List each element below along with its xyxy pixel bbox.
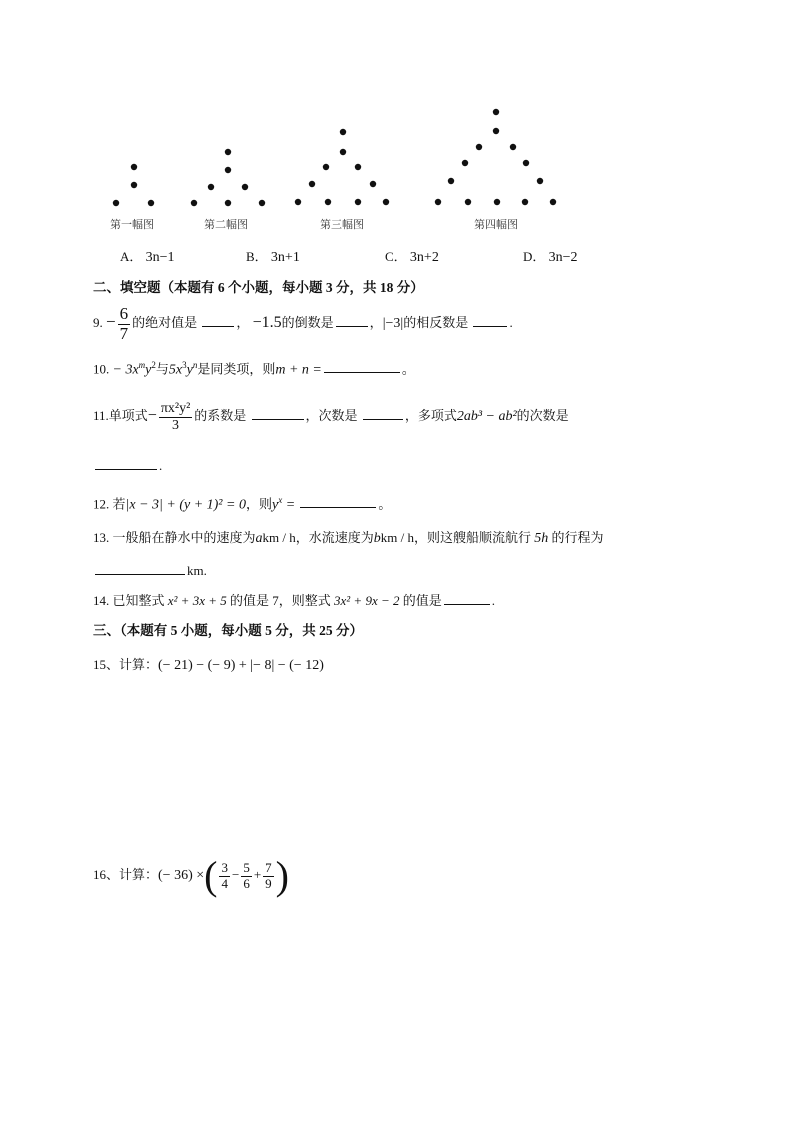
operator: − <box>231 867 240 882</box>
superscript: n <box>192 360 198 370</box>
fraction <box>219 861 230 891</box>
math-abs: |−3| <box>382 316 404 331</box>
math-expr: x² + 3x + 5 <box>167 593 227 608</box>
question-9 <box>93 304 513 343</box>
dot <box>522 199 528 205</box>
dot <box>355 164 361 170</box>
text: . <box>159 458 163 473</box>
dot <box>208 184 214 190</box>
question-16 <box>93 853 289 899</box>
caption-figure-1: 第一幅图 <box>110 219 154 231</box>
question-number: 14. 已知整式 <box>93 593 165 608</box>
dot <box>537 178 543 184</box>
dot <box>131 182 137 188</box>
dot <box>510 144 516 150</box>
dot <box>435 199 441 205</box>
dot <box>462 160 468 166</box>
option-d <box>523 246 578 266</box>
dot <box>370 181 376 187</box>
text: ，次数是 <box>305 408 358 423</box>
answer-blank[interactable] <box>300 493 376 508</box>
dot <box>191 200 197 206</box>
superscript: x <box>278 495 283 505</box>
dot <box>523 160 529 166</box>
fraction-numerator: 3 <box>221 860 228 876</box>
fraction <box>159 401 192 433</box>
dot <box>148 200 154 206</box>
question-number: 10. <box>93 361 110 377</box>
math-expr: 3x² + 9x − 2 <box>334 593 400 608</box>
text: 的绝对值是 <box>132 315 198 330</box>
dot <box>295 199 301 205</box>
dot <box>494 199 500 205</box>
math-expr: m + n = <box>275 362 322 378</box>
math-var: b <box>373 531 381 546</box>
text: 。 <box>401 361 415 377</box>
option-expr: 3n+1 <box>270 250 300 265</box>
math-expr: y <box>186 362 193 378</box>
unit: km. <box>187 563 207 578</box>
math-expr: − 3x <box>112 362 139 378</box>
text: 的值是 <box>402 593 442 608</box>
question-14 <box>93 590 495 611</box>
answer-blank[interactable] <box>363 405 403 420</box>
unit: km / h <box>262 530 296 545</box>
caption-figure-2: 第二幅图 <box>204 219 248 231</box>
text: 是同类项，则 <box>197 361 276 377</box>
dot <box>242 184 248 190</box>
dot <box>131 164 137 170</box>
figure-4-dots <box>435 109 556 205</box>
answer-blank[interactable] <box>336 312 368 327</box>
math-var: a <box>255 531 263 546</box>
answer-blank[interactable] <box>202 312 234 327</box>
text: . <box>491 593 496 608</box>
option-letter: D． <box>523 249 546 264</box>
math-expr: y <box>145 362 152 378</box>
fraction-denominator: 6 <box>243 875 250 891</box>
figure-2-dots <box>191 149 265 206</box>
option-a <box>120 246 175 266</box>
fraction-numerator: 5 <box>243 860 250 876</box>
question-number: 12. 若 <box>93 496 126 512</box>
question-number: 9. <box>93 315 103 330</box>
option-letter: C． <box>385 249 407 264</box>
minus-sign: − <box>106 312 116 331</box>
math-expr: (− 36) × <box>158 868 205 883</box>
question-12 <box>93 490 391 515</box>
answer-blank[interactable] <box>95 560 185 575</box>
dot <box>225 167 231 173</box>
fraction-denominator: 3 <box>172 417 180 433</box>
question-11-continued <box>93 455 162 476</box>
dot <box>323 164 329 170</box>
math-expr: (− 21) − (− 9) + |− 8| − (− 12) <box>158 658 324 673</box>
question-13 <box>93 528 604 549</box>
fraction <box>263 861 274 891</box>
operator: + <box>253 867 262 882</box>
fraction-numerator: 7 <box>265 860 272 876</box>
math-value: −1.5 <box>252 314 282 331</box>
fraction-denominator: 7 <box>119 323 129 343</box>
text: 的次数是 <box>516 408 569 423</box>
dot <box>476 144 482 150</box>
option-expr: 3n−2 <box>548 250 578 265</box>
option-expr: 3n−1 <box>145 250 175 265</box>
text: 的行程为 <box>551 530 604 545</box>
right-paren: ) <box>275 853 289 899</box>
text: 的值是 7，则整式 <box>230 593 331 608</box>
question-label: 15、计算： <box>93 657 159 672</box>
answer-blank[interactable] <box>444 590 490 605</box>
dot <box>340 129 346 135</box>
section-3-title: 三、（本题有 5 小题，每小题 5 分，共 25 分） <box>93 623 363 638</box>
math-expr: y <box>271 497 279 513</box>
fraction <box>241 861 252 891</box>
superscript: m <box>138 360 146 370</box>
fraction <box>118 305 131 343</box>
answer-blank[interactable] <box>473 312 507 327</box>
superscript: 2 <box>151 360 156 370</box>
section-2-title: 二、填空题（本题有 6 个小题，每小题 3 分，共 18 分） <box>93 280 424 295</box>
dot <box>550 199 556 205</box>
question-15 <box>93 655 324 676</box>
dot <box>225 200 231 206</box>
dot <box>309 181 315 187</box>
text: ，则这艘船顺流航行 <box>414 530 532 545</box>
text: 的系数是 <box>194 408 247 423</box>
caption-figure-3: 第三幅图 <box>320 219 364 231</box>
math-expr: = <box>282 497 296 513</box>
left-paren: ( <box>204 853 218 899</box>
fraction-denominator: 9 <box>265 875 272 891</box>
question-13-continued <box>93 560 207 581</box>
option-expr: 3n+2 <box>409 250 439 265</box>
fraction-denominator: 4 <box>221 875 228 891</box>
dot <box>355 199 361 205</box>
unit: km / h <box>380 530 414 545</box>
text: ， <box>236 315 250 330</box>
text: ，多项式 <box>404 408 457 423</box>
fraction-numerator: πx²y² <box>160 401 191 417</box>
dot <box>340 149 346 155</box>
math-expr: 2ab³ − ab² <box>456 409 517 424</box>
text: ，则 <box>245 496 272 512</box>
question-11 <box>93 396 569 437</box>
option-c <box>385 246 439 266</box>
text: 。 <box>378 496 392 512</box>
answer-blank[interactable] <box>324 358 400 373</box>
dot <box>465 199 471 205</box>
text: . <box>509 315 513 330</box>
text: ，水流速度为 <box>295 530 374 545</box>
math-expr: 5x <box>168 362 183 378</box>
superscript: 3 <box>182 360 187 370</box>
minus-sign: − <box>147 407 157 424</box>
math-expr: |x − 3| + (y + 1)² = 0 <box>125 497 246 513</box>
question-number: 11.单项式 <box>93 408 148 423</box>
caption-figure-4: 第四幅图 <box>474 219 518 231</box>
dot <box>383 199 389 205</box>
answer-blank[interactable] <box>95 455 157 470</box>
dot-figures-svg <box>0 0 794 240</box>
dot <box>448 178 454 184</box>
figure-1-dots <box>113 164 154 206</box>
dot <box>325 199 331 205</box>
math-var: 5h <box>534 531 549 546</box>
text: 的倒数是 <box>281 315 334 330</box>
question-10 <box>93 355 415 380</box>
dot <box>113 200 119 206</box>
text: 的相反数是 <box>403 315 469 330</box>
fraction-numerator: 6 <box>119 303 129 323</box>
question-text: 13. 一般船在静水中的速度为 <box>93 530 256 545</box>
option-b <box>246 246 300 266</box>
text: ， <box>369 315 383 330</box>
text: 与 <box>155 361 169 377</box>
question-label: 16、计算： <box>93 867 159 882</box>
dot <box>493 128 499 134</box>
answer-blank[interactable] <box>252 405 304 420</box>
figure-3-dots <box>295 129 389 205</box>
dot <box>493 109 499 115</box>
option-letter: B． <box>246 249 268 264</box>
dot <box>259 200 265 206</box>
dot <box>225 149 231 155</box>
option-letter: A． <box>120 249 143 264</box>
